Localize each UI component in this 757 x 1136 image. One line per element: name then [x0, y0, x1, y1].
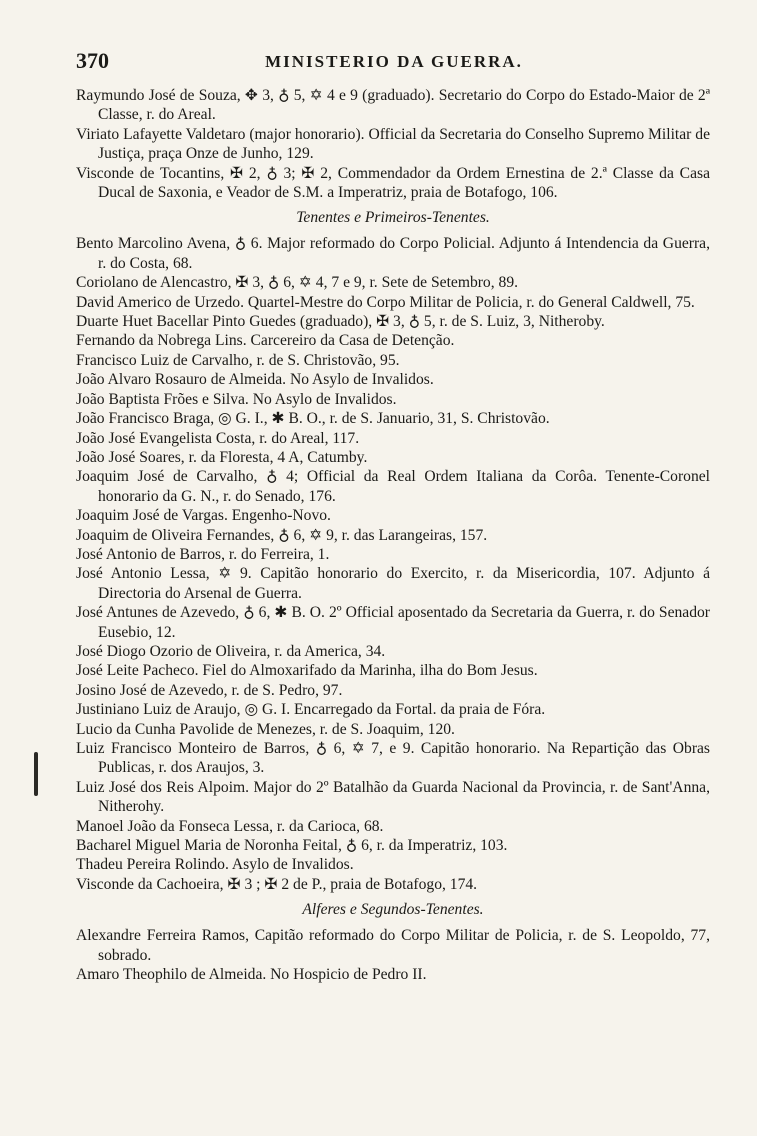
- directory-entry: João Alvaro Rosauro de Almeida. No Asylo de Invalidos.: [76, 371, 434, 389]
- directory-entry: Justiniano Luiz de Araujo, ◎ G. I. Encarregado da Fortal. da praia de Fóra.: [76, 701, 546, 719]
- directory-entry: Joaquim de Oliveira Fernandes, ♁ 6, ✡ 9, r. das Larangeiras, 157.: [76, 526, 488, 544]
- directory-entry: Visconde de Tocantins, ✠ 2, ♁ 3; ✠ 2, Commendador da Ordem Ernestina de 2.ª Classe da Casa Ducal de Saxonia, e Veador de S.M. a Imperatriz, praia de Botafogo, 106.: [76, 164, 710, 202]
- directory-entry: David Americo de Urzedo. Quartel-Mestre do Corpo Militar de Policia, r. do General Caldwell, 75.: [76, 293, 695, 311]
- directory-entry: Visconde da Cachoeira, ✠ 3 ; ✠ 2 de P., praia de Botafogo, 174.: [76, 875, 478, 893]
- directory-entry: José Leite Pacheco. Fiel do Almoxarifado da Marinha, ilha do Bom Jesus.: [76, 662, 538, 680]
- directory-entry: Luiz José dos Reis Alpoim. Major do 2º Batalhão da Guarda Nacional da Provincia, r. de Sant'Anna, Nitherohy.: [76, 778, 710, 816]
- directory-entry: Bacharel Miguel Maria de Noronha Feital, ♁ 6, r. da Imperatriz, 103.: [76, 837, 508, 855]
- directory-entry: João José Evangelista Costa, r. do Areal, 117.: [76, 429, 360, 447]
- directory-entry: José Antunes de Azevedo, ♁ 6, ✱ B. O. 2º Official aposentado da Secretaria da Guerra, r. do Senador Eusebio, 12.: [76, 604, 710, 641]
- running-title: MINISTERIO DA GUERRA.: [265, 52, 523, 71]
- directory-entry: José Antonio de Barros, r. do Ferreira, 1.: [76, 545, 330, 563]
- directory-entry: João José Soares, r. da Floresta, 4 A, Catumby.: [76, 448, 368, 466]
- directory-entry: Joaquim José de Carvalho, ♁ 4; Official da Real Ordem Italiana da Corôa. Tenente-Coronel honorario da G. N., r. do Senado, 176.: [76, 468, 710, 505]
- margin-ink-mark: [34, 752, 38, 796]
- directory-entry: Bento Marcolino Avena, ♁ 6. Major reformado do Corpo Policial. Adjunto á Intendencia da Guerra, r. do Costa, 68.: [76, 235, 710, 272]
- directory-entry: Viriato Lafayette Valdetaro (major honorario). Official da Secretaria do Conselho Supremo Militar de Justiça, praça Onze de Junho, 129.: [76, 125, 710, 163]
- directory-entry: João Baptista Frões e Silva. No Asylo de Invalidos.: [76, 390, 397, 408]
- directory-entry: José Antonio Lessa, ✡ 9. Capitão honorario do Exercito, r. da Misericordia, 107. Adjunto á Directoria do Arsenal de Guerra.: [76, 565, 710, 602]
- page-number: 370: [76, 48, 109, 73]
- page-header: [76, 48, 712, 78]
- section-heading-alferes: Alferes e Segundos-Tenentes.: [302, 901, 484, 919]
- page-body: [76, 86, 710, 984]
- directory-entry: Alexandre Ferreira Ramos, Capitão reformado do Corpo Militar de Policia, r. de S. Leopoldo, 77, sobrado.: [76, 927, 710, 964]
- entries-alferes: [76, 926, 710, 984]
- directory-entry: Lucio da Cunha Pavolide de Menezes, r. de S. Joaquim, 120.: [76, 720, 455, 738]
- directory-entry: Raymundo José de Souza, ✥ 3, ♁ 5, ✡ 4 e 9 (graduado). Secretario do Corpo do Estado-Maior de 2ª Classe, r. do Areal.: [76, 87, 710, 124]
- directory-entry: Amaro Theophilo de Almeida. No Hospicio de Pedro II.: [76, 966, 427, 984]
- directory-entry: Josino José de Azevedo, r. de S. Pedro, 97.: [76, 681, 343, 699]
- directory-entry: João Francisco Braga, ◎ G. I., ✱ B. O., r. de S. Januario, 31, S. Christovão.: [76, 410, 550, 428]
- entries-tenentes: [76, 234, 710, 894]
- directory-entry: Luiz Francisco Monteiro de Barros, ♁ 6, ✡ 7, e 9. Capitão honorario. Na Repartição das Obras Publicas, r. dos Araujos, 3.: [76, 740, 710, 777]
- directory-entry: Francisco Luiz de Carvalho, r. de S. Christovão, 95.: [76, 351, 400, 369]
- directory-entry: Coriolano de Alencastro, ✠ 3, ♁ 6, ✡ 4, 7 e 9, r. Sete de Setembro, 89.: [76, 274, 519, 292]
- directory-entry: Duarte Huet Bacellar Pinto Guedes (graduado), ✠ 3, ♁ 5, r. de S. Luiz, 3, Nitheroby.: [76, 313, 605, 331]
- directory-entry: Manoel João da Fonseca Lessa, r. da Carioca, 68.: [76, 817, 384, 835]
- directory-entry: José Diogo Ozorio de Oliveira, r. da America, 34.: [76, 642, 386, 660]
- directory-entry: Thadeu Pereira Rolindo. Asylo de Invalidos.: [76, 856, 354, 874]
- entries-before: [76, 86, 710, 202]
- section-heading-tenentes: Tenentes e Primeiros-Tenentes.: [296, 209, 490, 227]
- directory-entry: Joaquim José de Vargas. Engenho-Novo.: [76, 507, 331, 525]
- directory-entry: Fernando da Nobrega Lins. Carcereiro da Casa de Detenção.: [76, 332, 455, 350]
